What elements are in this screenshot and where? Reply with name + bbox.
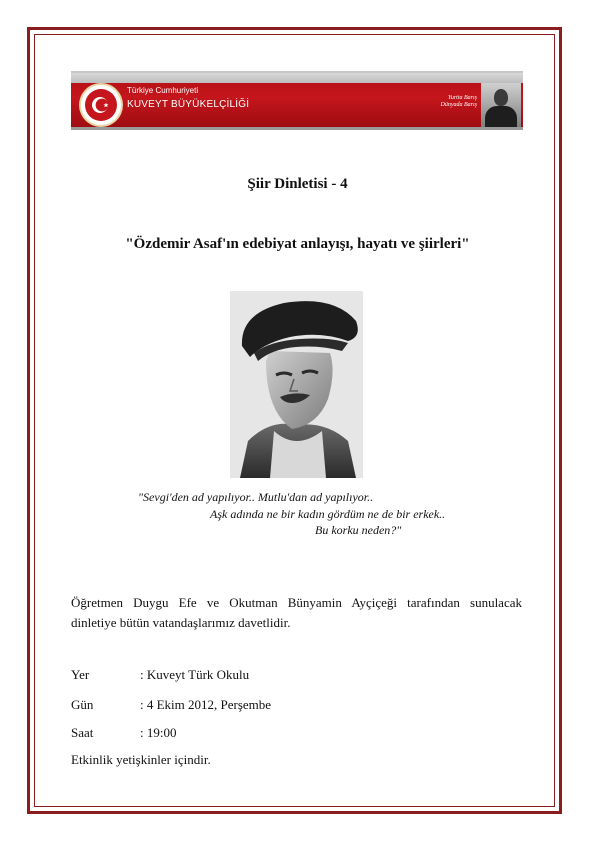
quote-line-2: Aşk adında ne bir kadın gördüm ne de bir erkek..: [210, 507, 446, 521]
invitation-line-2: dinletiye bütün vatandaşlarımız davetlidir.: [71, 615, 291, 630]
invitation-paragraph: [71, 593, 522, 633]
embassy-emblem-icon: [81, 85, 121, 125]
quote-line-1: "Sevgi'den ad yapılıyor.. Mutlu'dan ad yapılıyor..: [138, 490, 374, 504]
quote-line-3: Bu korku neden?": [315, 523, 402, 537]
motto-line-2: Dünyada Barış: [440, 102, 477, 108]
location-label: Yer: [71, 667, 90, 682]
audience-note: Etkinlik yetişkinler içindir.: [71, 752, 211, 767]
location-value: : Kuveyt Türk Okulu: [140, 667, 250, 682]
event-title: Şiir Dinletisi - 4: [247, 176, 348, 192]
header-country-text: Türkiye Cumhuriyeti: [127, 86, 199, 95]
date-label: Gün: [71, 697, 94, 712]
header-embassy-name: KUVEYT BÜYÜKELÇİLİĞİ: [127, 99, 250, 110]
header-motto: [441, 95, 478, 109]
embassy-header-banner: [71, 71, 523, 130]
motto-line-1: Yurtta Barış: [448, 95, 477, 101]
date-value: : 4 Ekim 2012, Perşembe: [140, 697, 272, 712]
invitation-line-1: Öğretmen Duygu Efe ve Okutman Bünyamin Ayçiçeği tarafından sunulacak: [71, 595, 522, 610]
time-value: : 19:00: [140, 725, 177, 740]
poet-portrait-photo: [230, 291, 363, 478]
ataturk-portrait-image: [481, 83, 521, 129]
header-top-strip: [71, 73, 523, 83]
time-label: Saat: [71, 725, 94, 740]
event-subtitle: "Özdemir Asaf'ın edebiyat anlayışı, hayatı ve şiirleri": [125, 236, 470, 252]
